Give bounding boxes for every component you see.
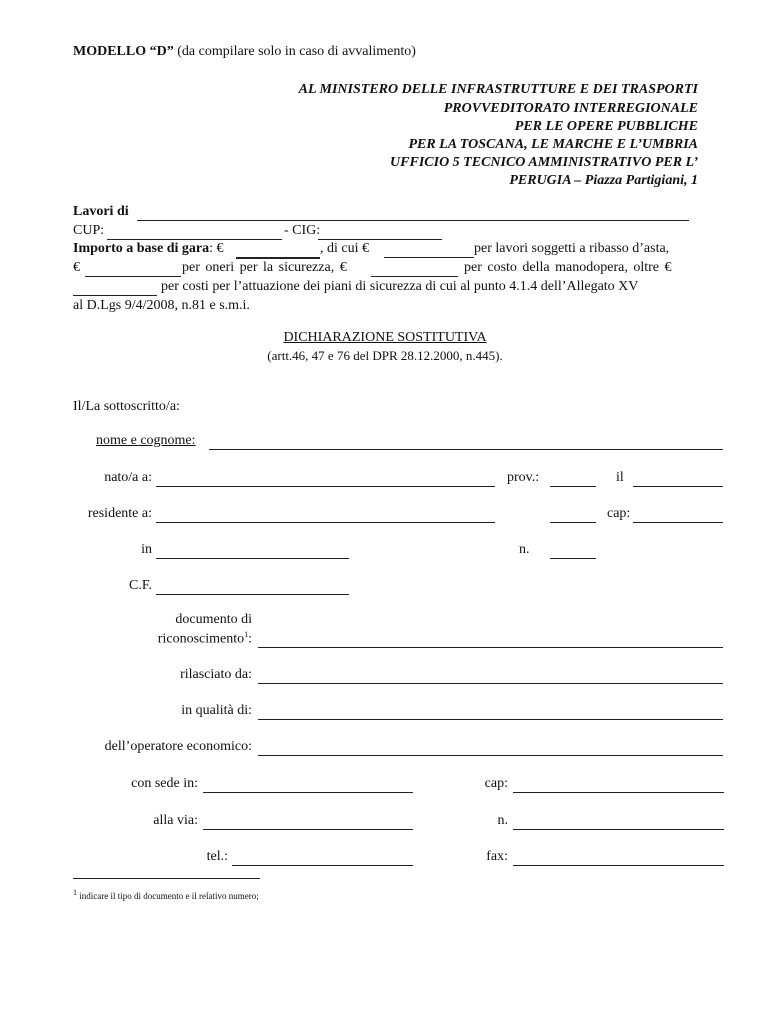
date-field[interactable] (633, 486, 723, 487)
fax-label: fax: (486, 849, 508, 864)
rilasciato-label: rilasciato da: (180, 667, 252, 682)
residente-label: residente a: (87, 506, 152, 521)
documento-label-2: riconoscimento$^1$: (157, 630, 252, 647)
qualita-field[interactable] (258, 719, 723, 720)
sede-field[interactable] (203, 792, 413, 793)
cup-field[interactable] (107, 239, 282, 240)
address-line-1: AL MINISTERO DELLE INFRASTRUTTURE E DEI TRASPORTI (298, 82, 698, 97)
fax-field[interactable] (513, 865, 724, 866)
oneri-euro: € (73, 260, 80, 275)
model-note: (da compilare solo in caso di avvalimento) (173, 44, 416, 59)
model-heading (73, 44, 416, 60)
il-label: il (616, 470, 624, 485)
importo-euro: € (216, 241, 224, 256)
address-line-2: PROVVEDITORATO INTERREGIONALE (443, 101, 698, 116)
prov-field[interactable] (550, 486, 596, 487)
importo-label: Importo a base di gara (73, 241, 210, 256)
documento-label-1: documento di (175, 612, 252, 627)
sede-cap-field[interactable] (513, 792, 724, 793)
address-line-5: UFFICIO 5 TECNICO AMMINISTRATIVO PER L’ (390, 155, 698, 170)
residente-cap-field[interactable] (633, 522, 723, 523)
rilasciato-field[interactable] (258, 683, 723, 684)
declaration-title: DICHIARAZIONE SOSTITUTIVA (283, 330, 487, 345)
nome-label: nome e cognome: (96, 433, 196, 448)
cf-field[interactable] (156, 594, 349, 595)
cig-field[interactable] (318, 239, 442, 240)
ribasso-field[interactable] (384, 257, 474, 258)
address-line-3: PER LE OPERE PUBBLICHE (514, 119, 698, 134)
in-label: in (141, 542, 152, 557)
via-field[interactable] (203, 829, 413, 830)
oneri-label: per oneri per la sicurezza, € (182, 260, 347, 275)
sicurezza-field[interactable] (73, 295, 157, 296)
nato-label: nato/a a: (104, 470, 152, 485)
in-field[interactable] (156, 558, 349, 559)
cup-label: CUP: (73, 223, 105, 238)
cf-label: C.F. (128, 578, 152, 593)
lavori-field[interactable] (137, 220, 689, 221)
manodopera-field[interactable] (371, 276, 458, 277)
importo-field[interactable] (236, 257, 320, 259)
via-number-field[interactable] (513, 829, 724, 830)
documento-field[interactable] (258, 647, 723, 648)
operatore-label: dell’operatore economico: (104, 739, 252, 754)
operatore-field[interactable] (258, 755, 723, 756)
oneri-field[interactable] (85, 276, 181, 277)
declaration-subtitle: (artt.46, 47 e 76 del DPR 28.12.2000, n.445). (267, 348, 503, 363)
tel-label: tel.: (206, 849, 228, 864)
footnote-mark: 1 (73, 888, 77, 897)
nome-field[interactable] (209, 449, 723, 450)
footnote-separator (73, 878, 260, 879)
number-field[interactable] (550, 558, 596, 559)
address-line-4: PER LA TOSCANA, LE MARCHE E L’UMBRIA (408, 137, 698, 152)
address-line-6: PERUGIA – Piazza Partigiani, 1 (509, 173, 698, 188)
nato-field[interactable] (156, 486, 495, 487)
importo-row (73, 241, 224, 257)
residente-prov-field[interactable] (550, 522, 596, 523)
sede-label: con sede in: (131, 776, 198, 791)
model-label: MODELLO “D” (73, 44, 174, 59)
number-label: n. (519, 542, 530, 557)
via-label: alla via: (153, 813, 198, 828)
residente-field[interactable] (156, 522, 495, 523)
cig-label: - CIG: (284, 223, 321, 238)
footnote-ref: 1 (244, 630, 249, 639)
dlgs-label: al D.Lgs 9/4/2008, n.81 e s.m.i. (73, 298, 250, 313)
via-number-label: n. (497, 813, 508, 828)
lavori-label: Lavori di (73, 204, 129, 219)
prov-label: prov.: (507, 470, 540, 485)
tel-field[interactable] (232, 865, 413, 866)
importo-colon: : (209, 241, 217, 256)
ribasso-label: per lavori soggetti a ribasso d’asta, (474, 241, 670, 256)
manodopera-label: per costo della manodopera, oltre € (464, 260, 672, 275)
intro-label: Il/La sottoscritto/a: (73, 399, 180, 414)
footnote (73, 888, 259, 901)
qualita-label: in qualità di: (181, 703, 252, 718)
sede-cap-label: cap: (484, 776, 508, 791)
residente-cap-label: cap: (607, 506, 631, 521)
attuazione-label: per costi per l’attuazione dei piani di sicurezza di cui al punto 4.1.4 dell’Allegato XV (161, 279, 639, 294)
di-cui-label: , di cui € (320, 241, 369, 256)
footnote-text: indicare il tipo di documento e il relativo numero; (77, 891, 259, 901)
